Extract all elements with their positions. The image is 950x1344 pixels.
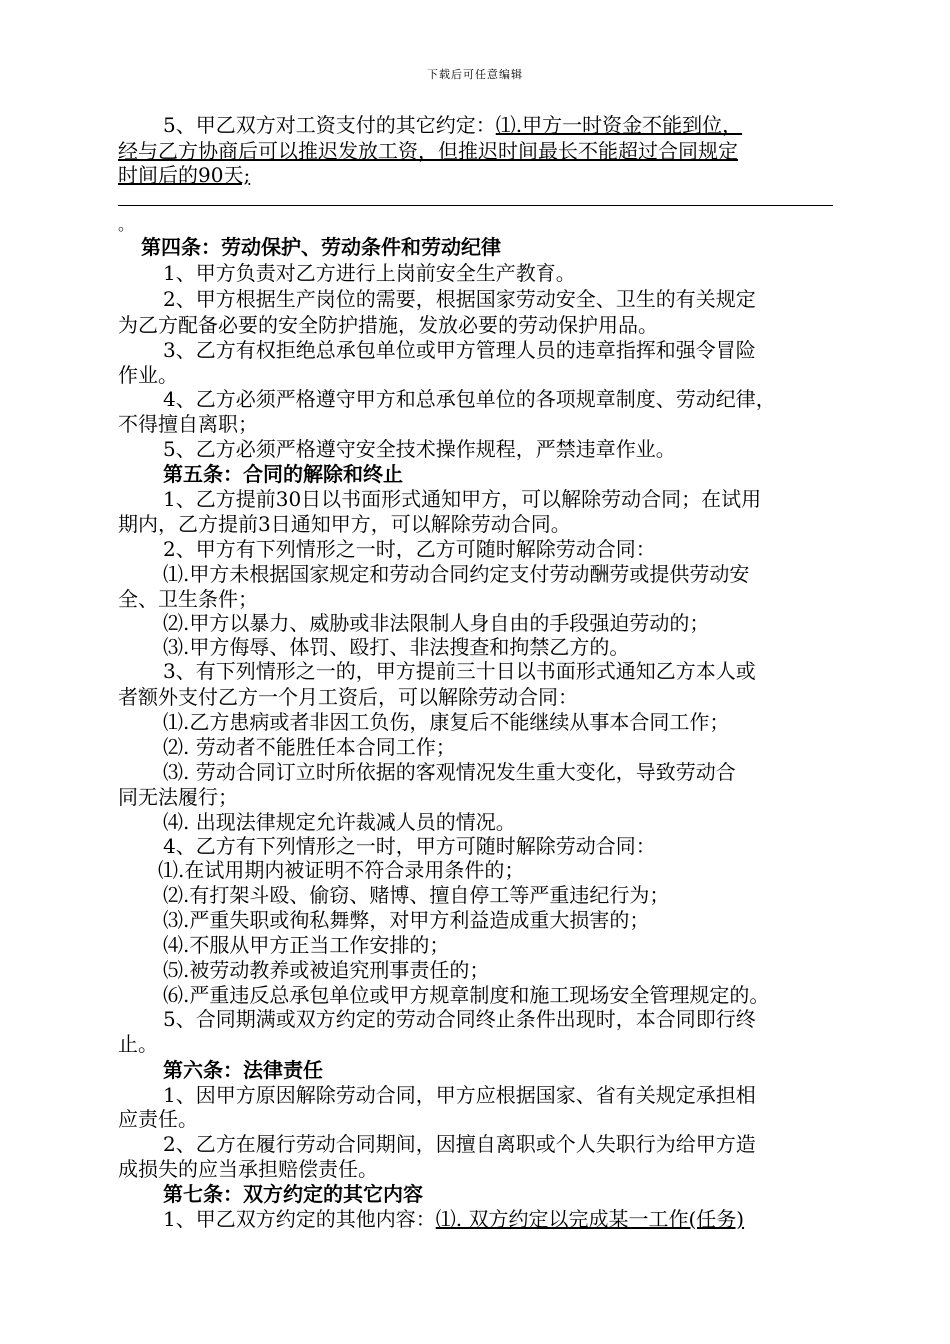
paragraph-line: ⑸.被劳动教养或被追究刑事责任的； (163, 958, 490, 982)
section-heading: 第四条：劳动保护、劳动条件和劳动纪律 (141, 235, 501, 259)
paragraph-line: 1、乙方提前30日以书面形式通知甲方，可以解除劳动合同；在试用 (163, 487, 762, 511)
section-heading: 第五条：合同的解除和终止 (163, 462, 403, 486)
paragraph-line: ⑴.甲方未根据国家规定和劳动合同约定支付劳动酬劳或提供劳动安 (163, 562, 750, 586)
paragraph-line: 3、乙方有权拒绝总承包单位或甲方管理人员的违章指挥和强令冒险 (163, 338, 756, 362)
paragraph-line: 者额外支付乙方一个月工资后，可以解除劳动合同： (118, 685, 578, 709)
underlined-line: 时间后的90天; (118, 163, 251, 187)
section-heading: 第六条：法律责任 (163, 1058, 323, 1082)
paragraph-line: 1、甲方负责对乙方进行上岗前安全生产教育。 (163, 261, 576, 285)
paragraph-line: ⑹.严重违反总承包单位或甲方规章制度和施工现场安全管理规定的。 (163, 983, 770, 1007)
paragraph-line: ⑵.甲方以暴力、威胁或非法限制人身自由的手段强迫劳动的； (163, 611, 710, 635)
horizontal-rule (118, 205, 833, 206)
paragraph-line: 全、卫生条件； (118, 587, 258, 611)
paragraph-line: 止。 (118, 1032, 158, 1056)
paragraph-line: 5、乙方必须严格遵守安全技术操作规程，严禁违章作业。 (163, 437, 676, 461)
period-mark: 。 (118, 215, 135, 234)
paragraph-line: 同无法履行； (118, 785, 238, 809)
paragraph-line: 2、乙方在履行劳动合同期间，因擅自离职或个人失职行为给甲方造 (163, 1132, 756, 1156)
paragraph-line (163, 112, 742, 138)
paragraph-line: 1、因甲方原因解除劳动合同，甲方应根据国家、省有关规定承担相 (163, 1083, 756, 1107)
paragraph-line: 作业。 (118, 363, 178, 387)
paragraph-line: 2、甲方有下列情形之一时，乙方可随时解除劳动合同： (163, 537, 656, 561)
paragraph-line (163, 1206, 744, 1232)
paragraph-line: ⑷.不服从甲方正当工作安排的； (163, 933, 450, 957)
underlined-text: ⑴.甲方一时资金不能到位， (495, 113, 743, 137)
paragraph-line: 4、乙方有下列情形之一时，甲方可随时解除劳动合同： (163, 834, 656, 858)
paragraph-line: 5、合同期满或双方约定的劳动合同终止条件出现时，本合同即行终 (163, 1007, 756, 1031)
underlined-text: ⑴. 双方约定以完成某一工作(任务) (435, 1207, 745, 1231)
paragraph-line: 3、有下列情形之一的，甲方提前三十日以书面形式通知乙方本人或 (163, 659, 756, 683)
paragraph-line: 4、乙方必须严格遵守甲方和总承包单位的各项规章制度、劳动纪律， (163, 387, 776, 411)
paragraph-line: ⑴.在试用期内被证明不符合录用条件的； (158, 858, 525, 882)
paragraph-line: ⑶.甲方侮辱、体罚、殴打、非法搜查和拘禁乙方的。 (163, 635, 630, 659)
paragraph-line: ⑵. 劳动者不能胜任本合同工作； (163, 735, 456, 759)
paragraph-line: ⑶.严重失职或徇私舞弊，对甲方利益造成重大损害的； (163, 908, 650, 932)
paragraph-line: 应责任。 (118, 1107, 198, 1131)
page-header: 下载后可任意编辑 (427, 68, 523, 81)
section-heading: 第七条：双方约定的其它内容 (163, 1182, 423, 1206)
underlined-line: 经与乙方协商后可以推迟发放工资，但推迟时间最长不能超过合同规定 (118, 139, 738, 163)
paragraph-line: ⑵.有打架斗殴、偷窃、赌博、擅自停工等严重违纪行为； (163, 883, 670, 907)
paragraph-line: 不得擅自离职； (118, 412, 258, 436)
paragraph-line: 为乙方配备必要的安全防护措施，发放必要的劳动保护用品。 (118, 313, 658, 337)
paragraph-line: ⑴.乙方患病或者非因工负伤，康复后不能继续从事本合同工作； (163, 710, 730, 734)
paragraph-line: 2、甲方根据生产岗位的需要，根据国家劳动安全、卫生的有关规定 (163, 287, 756, 311)
text-span: 5、甲乙双方对工资支付的其它约定： (163, 113, 496, 137)
paragraph-line: 期内，乙方提前3日通知甲方，可以解除劳动合同。 (118, 512, 571, 536)
text-span: 1、甲乙双方约定的其他内容： (163, 1207, 436, 1231)
paragraph-line: ⑶. 劳动合同订立时所依据的客观情况发生重大变化，导致劳动合 (163, 760, 736, 784)
paragraph-line: ⑷. 出现法律规定允许裁减人员的情况。 (163, 810, 516, 834)
paragraph-line: 成损失的应当承担赔偿责任。 (118, 1157, 378, 1181)
